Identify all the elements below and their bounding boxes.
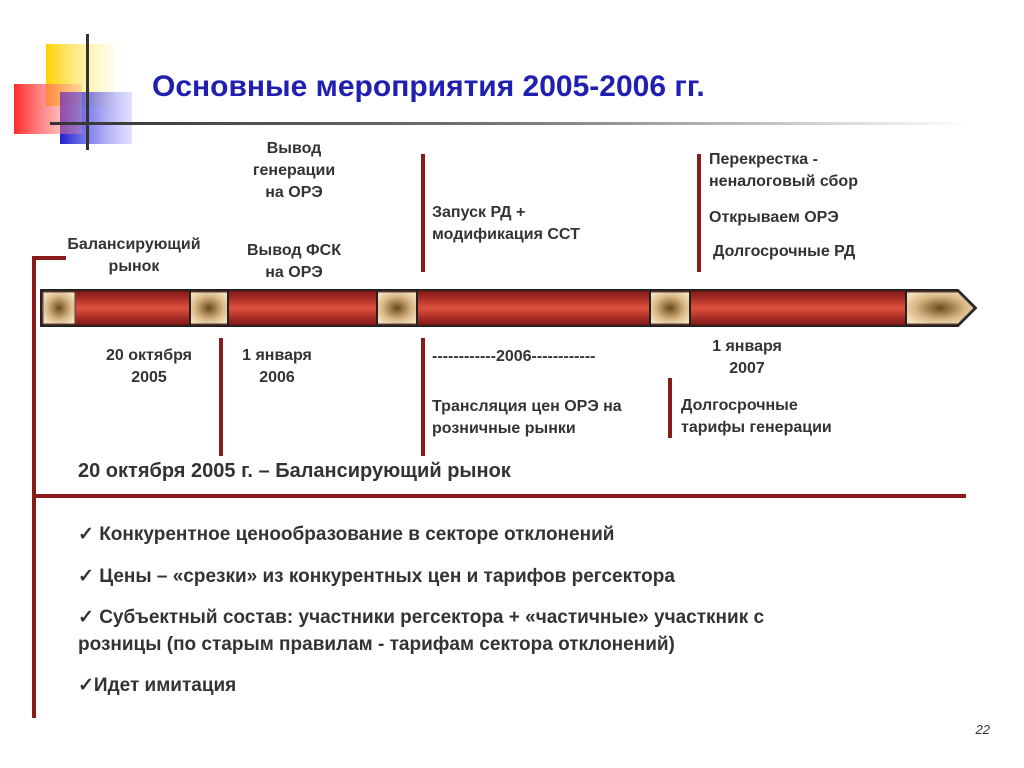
title-underline <box>50 122 970 125</box>
generation-line1: Вывод <box>266 140 322 157</box>
generation-line3: на ОРЭ <box>265 184 323 201</box>
oct2005-line2: 2005 <box>131 369 167 386</box>
jan2006-line2: 2006 <box>259 369 295 386</box>
year2006-text: ------------2006------------ <box>432 348 596 365</box>
bullet-item <box>78 673 958 699</box>
balancing-market-text: Балансирующий рынок <box>67 236 201 275</box>
timeline-joint <box>377 292 417 324</box>
fsk-line1: Вывод ФСК <box>247 242 341 259</box>
checkmark-icon: ✓ <box>78 607 94 628</box>
label-generation <box>226 138 362 204</box>
bullet-text: Конкурентное ценообразование в секторе отклонений <box>99 524 615 545</box>
label-rd-launch <box>432 202 662 246</box>
rd-launch-line2: модификация ССТ <box>432 226 580 243</box>
label-year2006 <box>432 346 672 368</box>
label-balancing-market <box>44 234 224 278</box>
left-bracket-line <box>32 256 36 718</box>
jan2006-line1: 1 января <box>242 347 312 364</box>
tariffs-line2: тарифы генерации <box>681 419 832 436</box>
translation-line1: Трансляция цен ОРЭ на <box>432 398 622 415</box>
label-open-ore <box>709 207 919 229</box>
section-separator <box>32 494 966 498</box>
bullet-item <box>78 564 958 590</box>
jan2007-line1: 1 января <box>712 338 782 355</box>
fsk-line2: на ОРЭ <box>265 264 323 281</box>
bullet-text: Субъектный состав: участники регсектора + «частичные» участкник с <box>99 607 765 628</box>
label-long-rd <box>713 241 923 263</box>
tariffs-line1: Долгосрочные <box>681 397 798 414</box>
rd-launch-line1: Запуск РД + <box>432 204 526 221</box>
timeline-arrow <box>40 288 978 328</box>
label-translation <box>432 396 682 440</box>
crossing-line1: Перекрестка - <box>709 151 818 168</box>
timeline-joint <box>43 292 75 324</box>
timeline-joint <box>650 292 690 324</box>
page-number: 22 <box>975 722 990 737</box>
page-title: Основные мероприятия 2005-2006 гг. <box>152 70 705 103</box>
timeline-joint <box>190 292 228 324</box>
marker-2006-period <box>421 338 425 456</box>
marker-crossing <box>697 154 701 272</box>
bullet-item <box>78 605 978 631</box>
bullet-text: Идет имитация <box>93 675 237 696</box>
label-jan2007 <box>688 336 806 380</box>
open-ore-text: Открываем ОРЭ <box>709 209 839 226</box>
checkmark-icon: ✓ <box>78 566 94 587</box>
section-heading: 20 октября 2005 г. – Балансирующий рынок <box>78 460 511 482</box>
bullet-item <box>78 522 958 548</box>
checkmark-icon: ✓ <box>78 524 94 545</box>
label-oct2005 <box>82 345 216 389</box>
crossing-line2: неналоговый сбор <box>709 173 858 190</box>
oct2005-line1: 20 октября <box>106 347 192 364</box>
bullet-text: Цены – «срезки» из конкурентных цен и тарифов регсектора <box>99 566 675 587</box>
label-crossing <box>709 149 919 193</box>
generation-line2: генерации <box>252 162 336 179</box>
logo-decoration <box>14 30 154 150</box>
marker-jan2006 <box>219 338 223 456</box>
bullet-item-continuation <box>78 632 978 658</box>
jan2007-line2: 2007 <box>729 360 765 377</box>
label-jan2006 <box>224 345 330 389</box>
marker-rd-launch <box>421 154 425 272</box>
long-rd-text: Долгосрочные РД <box>713 243 856 260</box>
translation-line2: розничные рынки <box>432 420 576 437</box>
checkmark-icon: ✓ <box>78 675 94 696</box>
label-tariffs <box>681 395 911 439</box>
bullet-text: розницы (по старым правилам - тарифам сектора отклонений) <box>78 634 675 655</box>
label-fsk <box>222 240 366 284</box>
